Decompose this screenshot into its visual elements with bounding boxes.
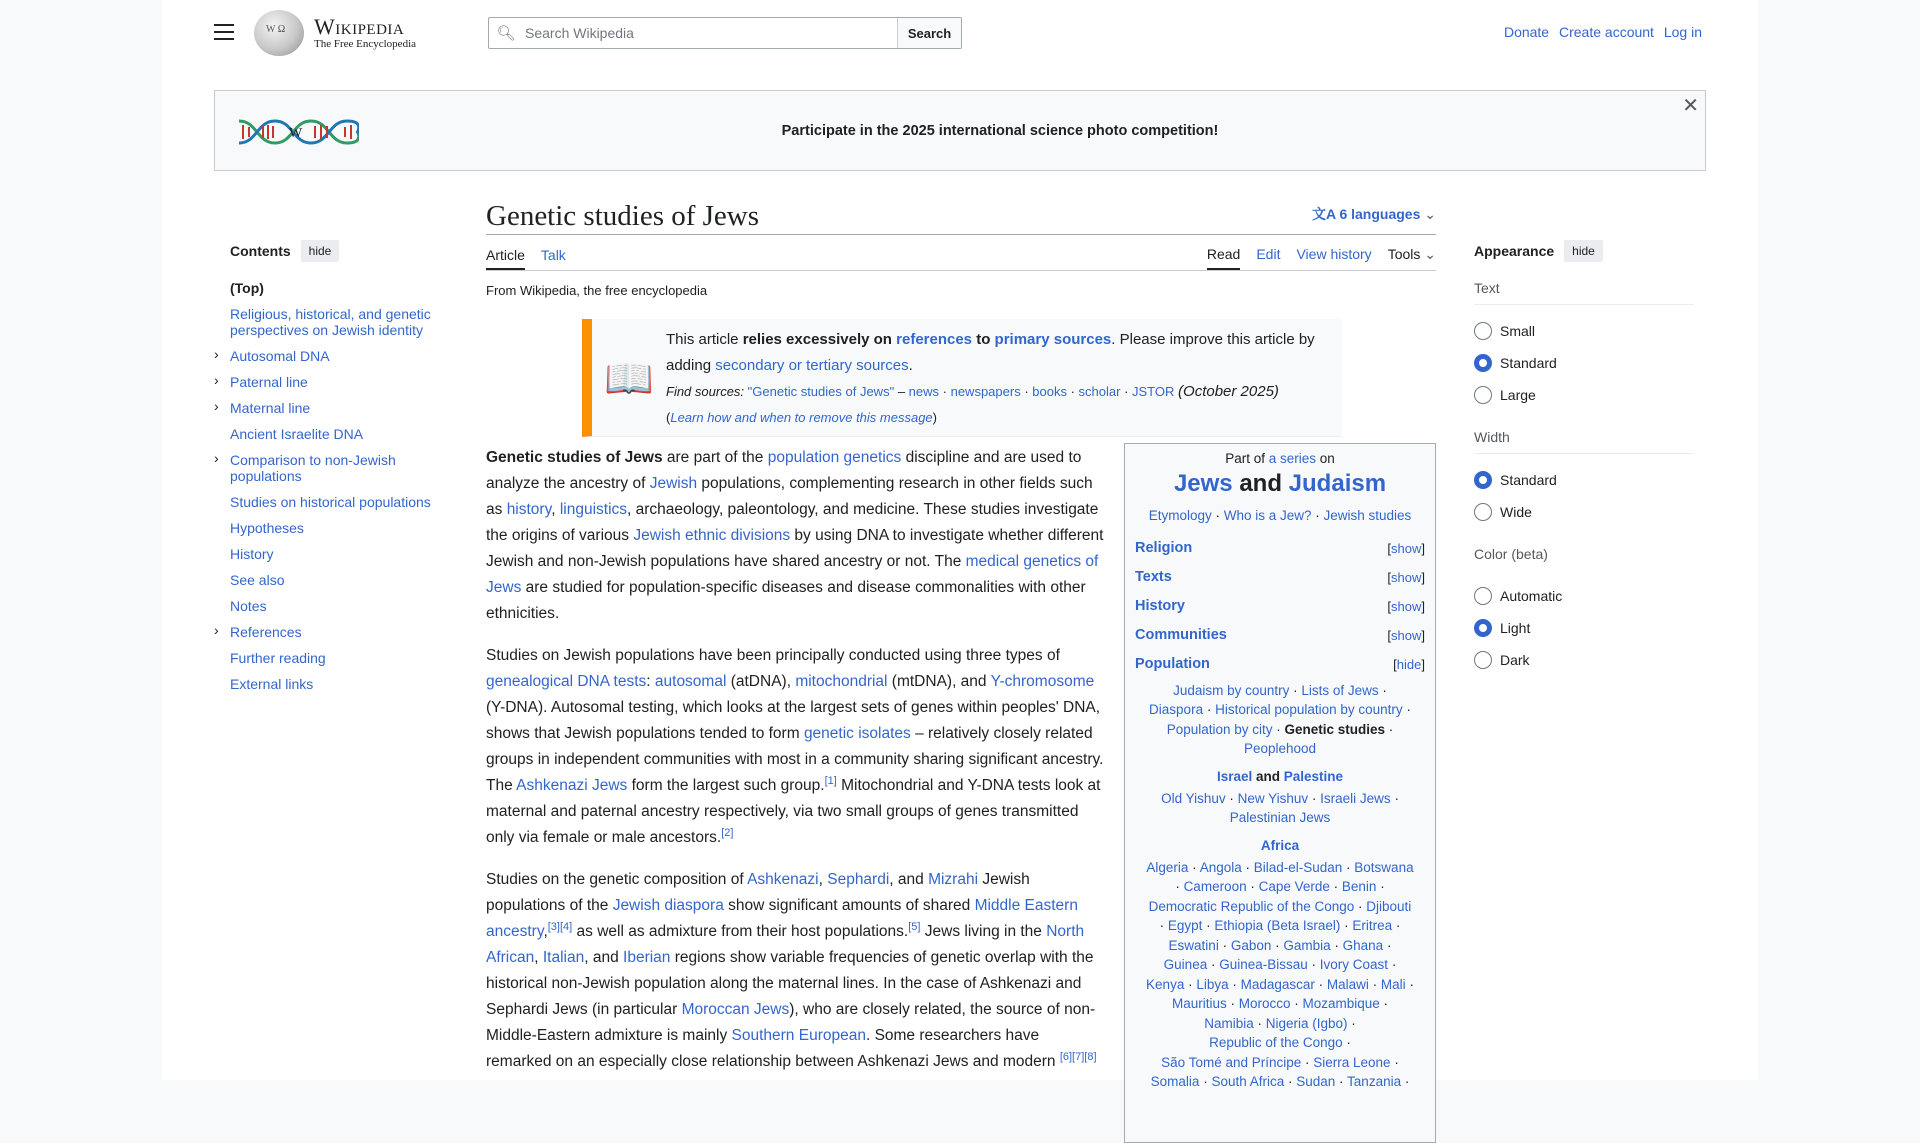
color-light-radio[interactable] xyxy=(1474,612,1694,644)
radio-checked-icon xyxy=(1474,471,1492,489)
toc-item-label[interactable]: Maternal line xyxy=(230,400,311,416)
africa-country-link[interactable]: Somalia xyxy=(1150,1074,1200,1089)
africa-country-link[interactable]: Cameroon xyxy=(1183,879,1247,894)
africa-country-link[interactable]: Mali xyxy=(1380,976,1406,992)
search-input[interactable] xyxy=(523,18,897,48)
citation-3[interactable]: [3] xyxy=(547,920,560,933)
tab-read[interactable]: Read xyxy=(1207,246,1240,270)
ambox-bold: relies excessively on xyxy=(742,331,897,348)
appearance-title: Appearance xyxy=(1474,243,1555,259)
tab-view-history[interactable]: View history xyxy=(1296,246,1372,262)
section-label[interactable]: Religion xyxy=(1135,539,1193,556)
log-in-link[interactable]: Log in xyxy=(1663,24,1702,40)
paragraph-composition: Studies on the genetic composition of Ashkenazi, Sephardi, and Mizrahi Jewish populations of the Jewish diaspora show significant amounts of shared Middle Eastern ancestry,[3][4] as well as admixture from their host populations.[5] Jews living in the North African, Italian, and Iberian regions show variable frequencies of genetic overlap with the historical non-Jewish population along the maternal lines. In the case of Ashkenazi and Sephardi Jews (in particular Moroccan Jews), who are closely related, the source of non-Middle-Eastern admixture is mainly Southern European. Some researchers have remarked on an especially close relationship between Ashkenazi Jews and modern [6][7][8] xyxy=(486,871,1097,1070)
israel-sub-link[interactable]: New Yishuv xyxy=(1237,790,1309,806)
israel-sub-link[interactable]: Israeli Jews xyxy=(1320,790,1391,806)
link-genetic-isolates[interactable]: genetic isolates xyxy=(803,725,911,742)
toc-item-label[interactable]: References xyxy=(230,624,302,640)
link-southern-european[interactable]: Southern European xyxy=(731,1027,866,1044)
etymology-link[interactable]: Etymology xyxy=(1148,508,1212,523)
and-text: and xyxy=(1255,768,1280,784)
find-news-link[interactable]: news xyxy=(908,384,940,399)
palestine-link[interactable]: Palestine xyxy=(1283,768,1344,784)
hamburger-icon-bar xyxy=(214,31,234,33)
pop-link[interactable]: Peoplehood xyxy=(1243,741,1317,756)
find-books-link[interactable]: books xyxy=(1032,384,1067,399)
toc-item-top[interactable] xyxy=(230,280,450,296)
israel-sub-link[interactable]: Old Yishuv xyxy=(1161,790,1226,806)
africa-country-link[interactable]: Gabon xyxy=(1230,937,1272,953)
chevron-down-icon: ⌄ xyxy=(1424,246,1436,262)
languages-label: 6 languages xyxy=(1339,206,1421,222)
section-texts: Texts [show] xyxy=(1135,563,1425,592)
part-of-text: Part of xyxy=(1225,451,1265,466)
language-selector[interactable] xyxy=(1312,204,1436,234)
africa-country-link[interactable]: Algeria xyxy=(1146,859,1189,875)
toc-item-references[interactable] xyxy=(214,622,450,640)
find-sources-label: Find sources: xyxy=(666,384,745,399)
chevron-down-icon: ⌄ xyxy=(1424,206,1436,222)
toc-item-hypotheses[interactable] xyxy=(230,520,450,536)
find-jstor-link[interactable]: JSTOR xyxy=(1132,384,1175,399)
radio-label: Large xyxy=(1500,387,1536,403)
link-autosomal[interactable]: autosomal xyxy=(654,673,727,690)
israel-link[interactable]: Israel xyxy=(1216,768,1253,784)
africa-country-link[interactable]: Botswana xyxy=(1354,859,1414,875)
wikipedia-logo[interactable] xyxy=(254,10,416,56)
user-links xyxy=(1498,24,1702,40)
logo-subtitle: The Free Encyclopedia xyxy=(314,37,417,50)
main-content xyxy=(486,195,1436,1089)
africa-country-link[interactable]: Malawi xyxy=(1326,976,1369,992)
africa-country-link[interactable]: Ethiopia (Beta Israel) xyxy=(1214,918,1341,933)
toc-item-notes[interactable] xyxy=(230,598,450,614)
citation-6-8[interactable]: [6][7][8] xyxy=(1059,1050,1097,1063)
text-standard-radio[interactable] xyxy=(1474,347,1694,379)
text-large-radio[interactable] xyxy=(1474,379,1694,411)
section-label[interactable]: History xyxy=(1135,597,1185,614)
section-toggle[interactable]: show xyxy=(1391,627,1422,643)
africa-link[interactable]: Africa xyxy=(1260,837,1300,853)
article-body xyxy=(486,445,1106,1091)
link-history[interactable]: history xyxy=(506,501,552,518)
africa-country-link[interactable]: Morocco xyxy=(1238,996,1291,1011)
pop-link[interactable]: Lists of Jews xyxy=(1301,682,1379,698)
radio-label: Standard xyxy=(1500,355,1557,371)
notice-date: (October 2025) xyxy=(1178,383,1279,400)
section-toggle[interactable]: show xyxy=(1391,598,1422,614)
toc-title: Contents xyxy=(230,243,291,259)
link-ashkenazi[interactable]: Ashkenazi xyxy=(747,871,819,888)
find-query-link[interactable]: "Genetic studies of Jews" xyxy=(747,384,895,399)
appearance-panel xyxy=(1474,240,1694,694)
israel-links: Old Yishuv · New Yishuv · Israeli Jews · Palestinian Jews xyxy=(1161,790,1399,825)
africa-country-link[interactable]: Eritrea xyxy=(1352,918,1393,933)
ambox-bold: to xyxy=(972,331,995,348)
color-dark-radio[interactable] xyxy=(1474,644,1694,676)
radio-checked-icon xyxy=(1474,619,1492,637)
find-scholar-link[interactable]: scholar xyxy=(1078,384,1121,399)
link-middle-eastern-ancestry[interactable]: Middle Eastern ancestry xyxy=(486,897,1078,940)
africa-country-link[interactable]: Tanzania xyxy=(1347,1074,1402,1089)
africa-country-link[interactable]: Mozambique xyxy=(1302,996,1380,1011)
pop-link[interactable]: Historical population by country xyxy=(1215,702,1403,717)
paragraph-intro: Genetic studies of Jews are part of the population genetics discipline and are used to analyze the ancestry of Jewish populations, complementing research in other fields such as history, linguistics, archaeology, paleontology, and medicine. These studies investigate the origins of various Jewish ethnic divisions by using DNA to investigate whether different Jewish and non-Jewish populations have shared ancestry or not. The medical genetics of Jews are studied for population-specific diseases and disease commonalities with other ethnicities. xyxy=(486,449,1104,622)
toc-item-label[interactable]: Religious, historical, and genetic perspectives on Jewish identity xyxy=(230,306,431,338)
link-jewish-ethnic-divisions[interactable]: Jewish ethnic divisions xyxy=(633,527,791,544)
secondary-sources-link[interactable]: secondary or tertiary sources xyxy=(715,357,909,374)
toc-item-label[interactable]: Ancient Israelite DNA xyxy=(230,426,364,442)
toc-item-perspectives[interactable] xyxy=(230,306,450,338)
africa-country-link[interactable]: Gambia xyxy=(1283,937,1331,953)
africa-country-link[interactable]: Sudan xyxy=(1296,1074,1336,1089)
africa-country-link[interactable]: Cape Verde xyxy=(1258,879,1330,894)
site-notice-banner xyxy=(214,90,1706,171)
section-communities: Communities [show] xyxy=(1135,621,1425,650)
main-menu-button[interactable] xyxy=(214,24,234,40)
africa-links: Algeria · Angola · Bilad-el-Sudan · Botswana · Cameroon · Cape Verde · Benin · Democratic Republic of the Congo · Djibouti · Egypt · Ethiopia (Beta Israel) · Eritrea · Eswatini · Gabon · Gambia · Ghana · Guinea · Guinea-Bissau · Ivory Coast · Kenya · Libya · Madagascar · Malawi · Mali · Mauritius · Morocco · Mozambique · Namibia · Nigeria (Igbo) · Republic of the Congo · São Tomé and Príncipe · Sierra Leone · Somalia · South Africa · Sudan · Tanzania · xyxy=(1146,859,1414,1089)
toc-item-historical-populations[interactable] xyxy=(230,494,450,510)
logo-title: Wikipedia xyxy=(314,13,405,39)
create-account-link[interactable]: Create account xyxy=(1559,24,1654,40)
africa-country-link[interactable]: Nigeria (Igbo) xyxy=(1265,1015,1348,1031)
toc-item-label[interactable]: Further reading xyxy=(230,650,326,666)
translate-icon: 文A xyxy=(1311,206,1336,222)
section-toggle[interactable]: hide xyxy=(1396,656,1422,672)
link-sephardi[interactable]: Sephardi xyxy=(827,871,890,888)
close-banner-button[interactable] xyxy=(1682,93,1699,118)
toc-item-label[interactable]: Paternal line xyxy=(230,374,308,390)
radio-label: Standard xyxy=(1500,472,1557,488)
africa-country-link[interactable]: São Tomé and Príncipe xyxy=(1161,1054,1302,1070)
link-jewish-diaspora[interactable]: Jewish diaspora xyxy=(612,897,724,914)
africa-country-link[interactable]: Democratic Republic of the Congo xyxy=(1148,898,1355,914)
radio-unchecked-icon xyxy=(1474,587,1492,605)
toc-item-label[interactable]: History xyxy=(230,546,274,562)
link-mizrahi[interactable]: Mizrahi xyxy=(928,871,979,888)
section-population: Population [hide] xyxy=(1135,650,1425,679)
radio-unchecked-icon xyxy=(1474,322,1492,340)
africa-country-link[interactable]: Madagascar xyxy=(1240,976,1315,992)
jews-link[interactable]: Jews xyxy=(1173,470,1233,497)
paragraph-dna-tests: Studies on Jewish populations have been principally conducted using three types of genealogical DNA tests: autosomal (atDNA), mitochondrial (mtDNA), and Y-chromosome (Y-DNA). Autosomal testing, which looks at the largest sets of genes within peoples' DNA, shows that Jewish populations tended to form genetic isolates – relatively closely related groups in independent communities with most in a community sharing significant ancestry. The Ashkenazi Jews form the largest such group.[1] Mitochondrial and Y-DNA tests look at maternal and paternal ancestry respectively, via two small groups of genes transmitted only via female or male ancestors.[2] xyxy=(486,647,1104,846)
jewish-studies-link[interactable]: Jewish studies xyxy=(1323,508,1412,523)
radio-unchecked-icon xyxy=(1474,503,1492,521)
learn-remove-message-link[interactable]: Learn how and when to remove this message xyxy=(670,410,933,425)
a-series-link[interactable]: a series xyxy=(1268,451,1317,466)
radio-unchecked-icon xyxy=(1474,651,1492,669)
current-page-genetic-studies: Genetic studies xyxy=(1284,721,1386,737)
radio-label: Small xyxy=(1500,323,1536,339)
tab-article[interactable]: Article xyxy=(486,247,525,270)
toc-item-label[interactable]: Autosomal DNA xyxy=(230,348,330,364)
africa-country-link[interactable]: Ghana xyxy=(1342,937,1384,953)
page xyxy=(162,0,1758,1089)
svg-text:W: W xyxy=(289,126,303,141)
pop-link[interactable]: Judaism by country xyxy=(1173,682,1290,698)
africa-country-link[interactable]: Guinea xyxy=(1163,957,1208,972)
section-toggle[interactable]: show xyxy=(1391,540,1422,556)
tab-edit[interactable]: Edit xyxy=(1256,246,1281,262)
search-button[interactable]: Search xyxy=(897,18,961,48)
color-automatic-radio[interactable] xyxy=(1474,580,1694,612)
appearance-hide-button[interactable]: hide xyxy=(1564,240,1603,262)
israel-heading xyxy=(1135,767,1425,787)
banner-message: Participate in the 2025 international science photo competition! xyxy=(781,123,1219,139)
link-ashkenazi-jews[interactable]: Ashkenazi Jews xyxy=(516,777,628,794)
toc-item-label[interactable]: Notes xyxy=(230,598,267,614)
toc-item-label[interactable]: See also xyxy=(230,572,285,588)
book-question-icon: 📖 xyxy=(604,357,654,401)
africa-country-link[interactable]: Mauritius xyxy=(1171,996,1227,1011)
toc-item-autosomal-dna[interactable] xyxy=(214,346,450,364)
series-sidebar: Part of a series on Jews and Judaism Etymology · Who is a Jew? · Jewish studies Religion [show] Texts [show] History [show] Communities [show] Population [hide] Judaism by country · Lists of Jews · Diaspora · Historical population by country · Population by city · Genetic studies · Peoplehood Israel and Palestine Old Yishuv · New Yishuv · Israeli Jews · Palestinian Jews Africa Algeria · Angola · Bilad-el-Sudan · Botswana · Cameroon · Cape Verde · Benin · Democratic Republic of the Congo · Djibouti · Egypt · Ethiopia (Beta Israel) · Eritrea · Eswatini · Gabon · Gambia · Ghana · Guinea · Guinea-Bissau · Ivory Coast · Kenya · Libya · Madagascar · Malawi · Mali · Mauritius · Morocco · Mozambique · Namibia · Nigeria (Igbo) · Republic of the Congo · São Tomé and Príncipe · Sierra Leone · Somalia · South Africa · Sudan · Tanzania · xyxy=(1124,443,1436,1143)
toc-item-comparison[interactable] xyxy=(214,450,450,484)
text-small-radio[interactable] xyxy=(1474,315,1694,347)
chevron-right-icon[interactable]: › xyxy=(214,622,219,638)
section-history: History [show] xyxy=(1135,592,1425,621)
link-jewish[interactable]: Jewish xyxy=(649,475,698,492)
pop-link[interactable]: Population by city xyxy=(1166,721,1273,737)
chevron-right-icon[interactable]: › xyxy=(214,346,219,362)
link-italian[interactable]: Italian xyxy=(542,949,585,966)
africa-country-link[interactable]: Republic of the Congo xyxy=(1209,1035,1343,1050)
africa-country-link[interactable]: Benin xyxy=(1341,879,1377,894)
toc-item-label: (Top) xyxy=(230,280,264,296)
africa-country-link[interactable]: Egypt xyxy=(1167,918,1203,933)
radio-checked-icon xyxy=(1474,354,1492,372)
africa-country-link[interactable]: Eswatini xyxy=(1168,937,1219,953)
globe-icon xyxy=(254,10,304,56)
width-standard-radio[interactable] xyxy=(1474,464,1694,496)
toc-item-label[interactable]: External links xyxy=(230,676,314,692)
section-label[interactable]: Population xyxy=(1135,655,1210,672)
hamburger-icon-bar xyxy=(214,38,234,40)
africa-country-link[interactable]: Djibouti xyxy=(1366,898,1412,914)
toc-hide-button[interactable]: hide xyxy=(301,240,340,262)
toc-item-label[interactable]: Comparison to non-Jewish populations xyxy=(230,452,396,484)
toc-item-history[interactable] xyxy=(230,546,450,562)
color-label: Color (beta) xyxy=(1474,546,1548,562)
toc-item-further-reading[interactable] xyxy=(230,650,450,666)
on-text: on xyxy=(1319,451,1335,466)
chevron-right-icon[interactable]: › xyxy=(214,372,219,388)
pop-link[interactable]: Diaspora xyxy=(1149,702,1204,717)
primary-sources-notice: 📖 This article relies excessively on references to primary sources. Please improve this article by adding secondary or tertiary sources. Find sources: "Genetic studies of Jews" – news · newspapers · books · scholar · JSTOR (October 2025) (Learn how and when to remove this message) xyxy=(582,319,1342,437)
wordmark xyxy=(314,13,417,51)
judaism-link[interactable]: Judaism xyxy=(1288,470,1387,497)
table-of-contents xyxy=(214,240,450,702)
radio-label: Wide xyxy=(1500,504,1532,520)
site-header xyxy=(162,0,1758,70)
chevron-right-icon[interactable]: › xyxy=(214,450,219,466)
radio-label: Light xyxy=(1500,620,1531,636)
primary-sources-link[interactable]: primary sources xyxy=(994,331,1112,348)
tools-menu[interactable] xyxy=(1388,246,1436,270)
link-north-african[interactable]: North African xyxy=(486,923,1085,966)
africa-country-link[interactable]: Kenya xyxy=(1146,976,1185,992)
israel-sub-link[interactable]: Palestinian Jews xyxy=(1229,810,1331,825)
toc-item-maternal-line[interactable] xyxy=(214,398,450,416)
africa-country-link[interactable]: Guinea-Bissau xyxy=(1219,957,1308,972)
citation-5[interactable]: [5] xyxy=(908,920,921,933)
tools-label: Tools xyxy=(1387,246,1421,262)
chevron-right-icon[interactable]: › xyxy=(214,398,219,414)
link-mitochondrial[interactable]: mitochondrial xyxy=(795,673,888,690)
africa-country-link[interactable]: Libya xyxy=(1196,976,1229,992)
africa-country-link[interactable]: South Africa xyxy=(1211,1074,1285,1089)
link-moroccan-jews[interactable]: Moroccan Jews xyxy=(681,1001,790,1018)
ambox-text: . Please improve this article by adding xyxy=(666,331,1315,374)
toc-item-external-links[interactable] xyxy=(230,676,450,692)
tagline: From Wikipedia, the free encyclopedia xyxy=(486,283,708,298)
citation-4[interactable]: [4] xyxy=(559,920,573,933)
width-label: Width xyxy=(1474,429,1694,454)
references-link[interactable]: references xyxy=(896,331,973,348)
search-box xyxy=(488,17,962,49)
link-population-genetics[interactable]: population genetics xyxy=(767,449,902,466)
toc-item-see-also[interactable] xyxy=(230,572,450,588)
text-size-label: Text xyxy=(1474,280,1694,305)
page-title: Genetic studies of Jews xyxy=(486,200,760,232)
radio-label: Dark xyxy=(1500,652,1530,668)
radio-label: Automatic xyxy=(1500,588,1563,604)
citation-1[interactable]: [1] xyxy=(824,774,837,787)
dash: – xyxy=(894,384,909,399)
africa-country-link[interactable]: Sierra Leone xyxy=(1313,1054,1391,1070)
ambox-text: This article xyxy=(666,331,743,348)
radio-unchecked-icon xyxy=(1474,386,1492,404)
link-iberian[interactable]: Iberian xyxy=(623,949,671,966)
toc-item-label[interactable]: Hypotheses xyxy=(230,520,304,536)
toc-item-paternal-line[interactable] xyxy=(214,372,450,390)
search-icon: 🔍︎ xyxy=(496,25,516,42)
ambox-text: . xyxy=(908,357,913,374)
close-icon: ✕ xyxy=(1682,95,1699,117)
toc-item-label[interactable]: Studies on historical populations xyxy=(230,494,431,510)
africa-country-link[interactable]: Bilad-el-Sudan xyxy=(1253,859,1343,875)
population-links: Judaism by country · Lists of Jews · Diaspora · Historical population by country · Population by city · Genetic studies · Peoplehood xyxy=(1149,682,1411,756)
section-toggle[interactable]: show xyxy=(1391,569,1422,585)
section-label[interactable]: Communities xyxy=(1135,626,1227,643)
citation-2[interactable]: [2] xyxy=(721,826,734,839)
donate-link[interactable]: Donate xyxy=(1503,24,1550,40)
tab-talk[interactable]: Talk xyxy=(540,247,566,263)
africa-country-link[interactable]: Namibia xyxy=(1204,1015,1254,1031)
and-text: and xyxy=(1239,470,1282,497)
section-religion: Religion [show] xyxy=(1135,534,1425,563)
link-linguistics[interactable]: linguistics xyxy=(559,501,628,518)
width-wide-radio[interactable] xyxy=(1474,496,1694,528)
link-genealogical-dna-tests[interactable]: genealogical DNA tests xyxy=(486,673,647,690)
find-newspapers-link[interactable]: newspapers xyxy=(950,384,1021,399)
who-is-a-jew-link[interactable]: Who is a Jew? xyxy=(1223,508,1312,523)
africa-country-link[interactable]: Angola xyxy=(1199,859,1242,875)
section-label[interactable]: Texts xyxy=(1135,568,1172,585)
hamburger-icon xyxy=(214,24,234,26)
africa-country-link[interactable]: Ivory Coast xyxy=(1319,957,1389,972)
link-medical-genetics[interactable]: medical genetics of Jews xyxy=(486,553,1099,596)
toc-item-ancient-israelite-dna[interactable] xyxy=(230,426,450,442)
link-y-chromosome[interactable]: Y-chromosome xyxy=(990,673,1095,690)
